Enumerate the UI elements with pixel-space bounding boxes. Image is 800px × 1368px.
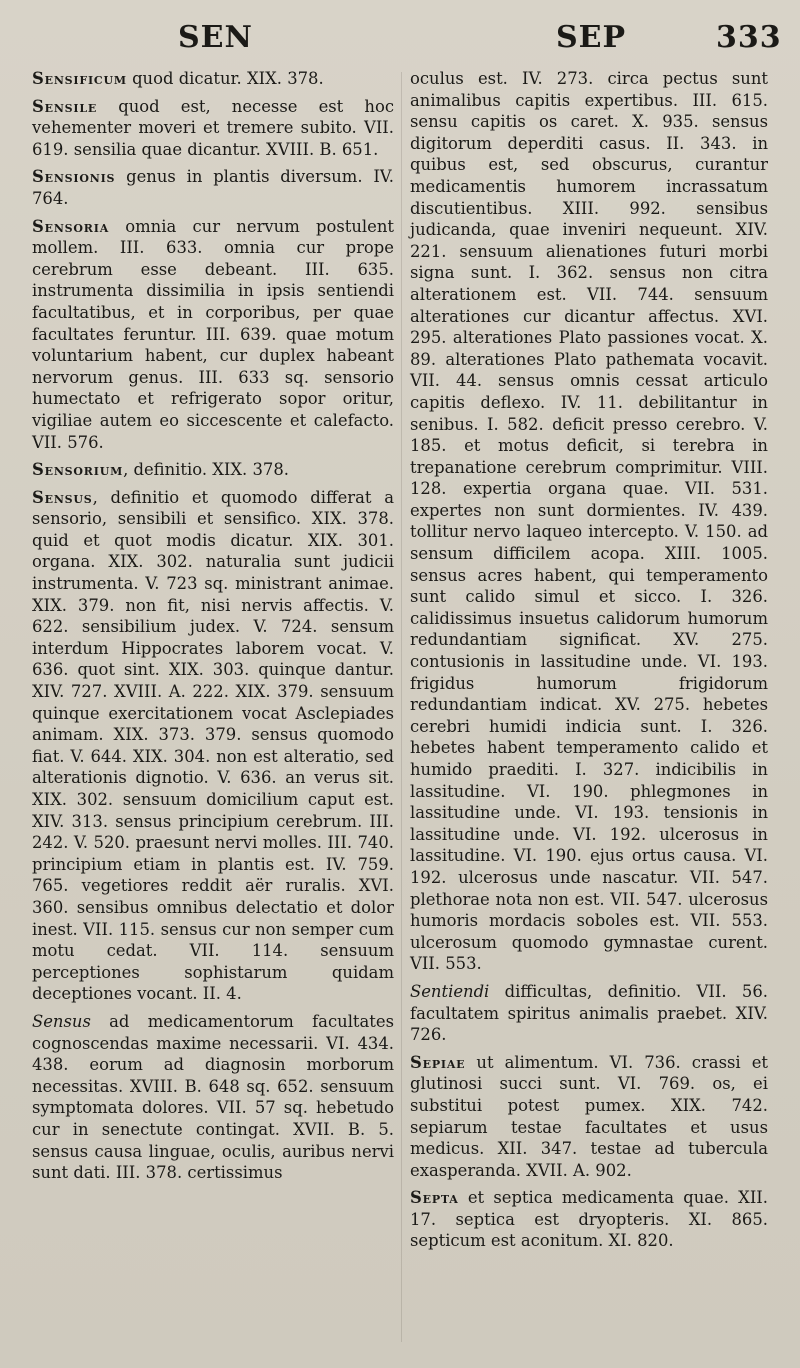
index-entry — [410, 1052, 768, 1182]
index-entry — [32, 459, 394, 481]
right-column — [410, 68, 768, 1258]
entry-body: ut alimentum. VI. 736. crassi et glutinosi succi sunt. VI. 769. os, ei substitui potest pumex. XIX. 742. sepiarum testae facultates et usus medicus. XII. 347. testae ad tubercula exasperanda. XVII. A. 902. — [410, 1052, 768, 1180]
entry-body: genus in plantis diversum. IV. 764. — [32, 167, 394, 208]
entry-headword: Sensile — [32, 96, 98, 116]
entry-body: quod dicatur. XIX. 378. — [126, 69, 324, 88]
entry-body: quod est, necesse est hoc vehementer moveri et tremere subito. VII. 619. sensilia quae dicantur. XVIII. B. 651. — [32, 96, 394, 159]
entry-body: difficultas, definitio. VII. 56. facultatem spiritus animalis praebet. XIV. 726. — [410, 981, 768, 1045]
index-entry — [32, 487, 394, 1005]
entry-body: omnia cur nervum postulent mollem. III. 633. omnia cur prope cerebrum esse debeant. III. 635. instrumenta dissimilia in ipsis sentiendi facultatibus, et in corporibus, per quae facultates feruntur. III. 639. quae motum voluntarium habent, cur duplex habeant nervorum genus. III. 633 sq. sensorio humectato et refrigerato sopor oritur, vigiliae autem eo siccescente et calefacto. VII. 576. — [32, 216, 394, 452]
header-left-guideword: SEN — [178, 20, 253, 55]
entry-headword: Sensionis — [32, 167, 116, 187]
entry-headword: Septa — [410, 1188, 459, 1208]
column-divider — [401, 72, 402, 1342]
entry-headword: Sensificum — [32, 69, 127, 88]
index-entry — [32, 96, 394, 161]
index-entry — [32, 1011, 394, 1184]
index-entry — [410, 981, 768, 1046]
entry-headword: Sensus — [32, 1011, 91, 1031]
index-entry — [32, 68, 394, 90]
entry-headword: Sensus — [32, 487, 93, 507]
index-entry — [410, 1187, 768, 1252]
running-header — [0, 14, 800, 64]
page-number: 333 — [716, 20, 782, 55]
entry-body: , definitio et quomodo differat a sensorio, sensibili et sensifico. XIX. 378. quid et quot modis dicatur. XIX. 301. organa. XIX. 302. naturalia sunt judicii instrumenta. V. 723 sq. ministrant animae. XIX. 379. non fit, nisi nervis affectis. V. 622. sensibilium judex. V. 724. sensum interdum Hippocrates laborem vocat. V. 636. quot sint. XIX. 303. quinque dantur. XIV. 727. XVIII. A. 222. XIX. 379. sensuum quinque exercitationem vocat Asclepiades animam. XIX. 373. 379. sensus quomodo fiat. V. 644. XIX. 304. non est alteratio, sed alterationis dignotio. V. 636. an verus sit. XIX. 302. sensuum domicilium caput est. XIV. 313. sensus principium cerebrum. III. 242. V. 520. praesunt nervi molles. III. 740. principium etiam in plantis est. IV. 759. 765. vegetiores reddit aër ruralis. XVI. 360. sensibus omnibus delectatio et dolor inest. VII. 115. sensus cur non semper cum motu cedat. VII. 114. sensuum perceptiones sophistarum quidam deceptiones vocant. II. 4. — [32, 487, 394, 1004]
left-column — [32, 68, 394, 1190]
index-entry — [32, 216, 394, 454]
header-right-guideword: SEP — [556, 20, 627, 55]
entry-headword: Sepiae — [410, 1052, 466, 1072]
entry-body: et septica medicamenta quae. XII. 17. septica est dryopteris. XI. 865. septicum est aconitum. XI. 820. — [410, 1188, 768, 1251]
index-entry — [32, 166, 394, 209]
index-entry — [410, 68, 768, 975]
entry-body: oculus est. IV. 273. circa pectus sunt animalibus capitis expertibus. III. 615. sensu capitis os caret. X. 935. sensus digitorum deperditi casus. II. 343. in quibus est, sed obscurus, curantur medicamentis humorem incrassatum discutientibus. XIII. 992. sensibus judicanda, quae inveniri nequeunt. XIV. 221. sensuum alienationes futuri morbi signa sunt. I. 362. sensus non citra alterationem est. VII. 744. sensuum alterationes cur dicantur affectus. XVI. 295. alterationes Plato passiones vocat. X. 89. alterationes Plato pathemata vocavit. VII. 44. sensus omnis cessat articulo capitis deflexo. IV. 11. debilitantur in senibus. I. 582. deficit presso cerebro. V. 185. et motus deficit, si terebra in trepanatione cerebrum comprimitur. VIII. 128. expertia organa quae. VII. 531. expertes non sunt dormientes. IV. 439. tollitur nervo laqueo intercepto. V. 150. ad sensum difficilem acopa. XIII. 1005. sensus acres habent, qui temperamento sunt calido simul et sicco. I. 326. calidissimus insuetus calidorum humorum redundantiam significat. XV. 275. contusionis in lassitudine unde. VI. 193. frigidus humorum frigidorum redundantiam indicat. XV. 275. hebetes cerebri humidi indicia sunt. I. 326. hebetes habent temperamento calido et humido praediti. I. 327. indicibilis in lassitudine. VI. 190. phlegmones in lassitudine unde. VI. 193. tensionis in lassitudine unde. VI. 192. ulcerosus in lassitudine. VI. 190. ejus ortus causa. VI. 192. ulcerosus unde nascatur. VII. 547. plethorae nota non est. VII. 547. ulcerosus humoris mordacis soboles est. VII. 553. ulcerosum quomodo gymnastae curent. VII. 553. — [410, 69, 768, 974]
entry-headword: Sensorium — [32, 460, 124, 480]
entry-body: ad medicamentorum facultates cognoscendas maxime necessarii. VI. 434. 438. eorum ad diagnosin morborum necessitas. XVIII. B. 648 sq. 652. sensuum symptomata dolores. VII. 57 sq. hebetudo cur in senectute contingat. XVII. B. 5. sensus causa linguae, oculis, auribus nervi sunt dati. III. 378. certissimus — [32, 1011, 394, 1183]
entry-headword: Sensoria — [32, 216, 110, 236]
entry-body: , definitio. XIX. 378. — [123, 460, 289, 480]
entry-headword: Sentiendi — [410, 981, 490, 1001]
